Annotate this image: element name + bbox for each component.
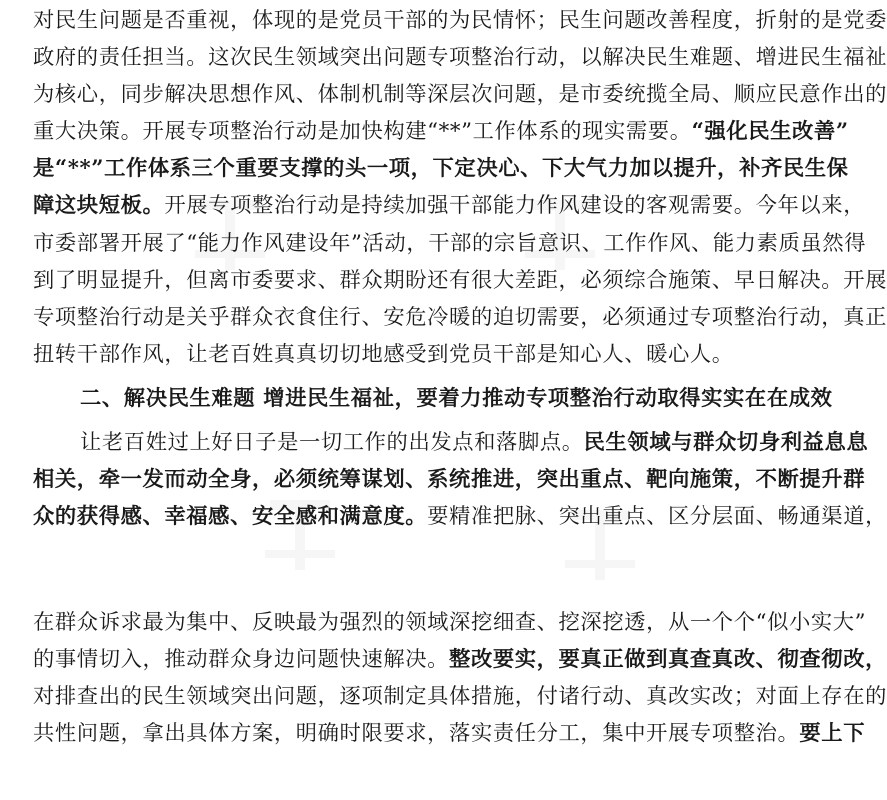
text-line: 市委部署开展了“能力作风建设年”活动，干部的宗旨意识、工作作风、能力素质虽然得 [33, 231, 867, 256]
text-line: 在群众诉求最为集中、反映最为强烈的领域深挖细查、挖深挖透，从一个个“似小实大” [33, 610, 867, 635]
text-line: 对排查出的民生领域突出问题，逐项制定具体措施，付诸行动、真改实改；对面上存在的 [33, 684, 887, 709]
bold-text-line: 是“**”工作体系三个重要支撑的头一项，下定决心、下大气力加以提升，补齐民生保 [33, 156, 849, 181]
bold-text: 要上下 [799, 721, 866, 746]
text-line: 众的获得感、幸福感、安全感和满意度。要精准把脉、突出重点、区分层面、畅通渠道， [33, 504, 887, 529]
text-line: 重大决策。开展专项整治行动是加快构建“**”工作体系的现实需要。“强化民生改善” [33, 119, 849, 144]
text-line: 让老百姓过上好日子是一切工作的出发点和落脚点。民生领域与群众切身利益息息 [80, 430, 869, 455]
text-line: 共性问题，拿出具体方案，明确时限要求，落实责任分工，集中开展专项整治。要上下 [33, 721, 866, 746]
section-heading: 二、解决民生难题 增进民生福祉，要着力推动专项整治行动取得实实在在成效 [80, 386, 833, 411]
bold-text: 整改要实，要真正做到真查真改、彻查彻改， [449, 647, 887, 672]
text-line: 为核心，同步解决思想作风、体制机制等深层次问题，是市委统揽全局、顺应民意作出的 [33, 82, 887, 107]
bold-text-line: 相关，牵一发而动全身，必须统筹谋划、系统推进，突出重点、靶向施策，不断提升群 [33, 467, 866, 492]
text-line: 到了明显提升，但离市委要求、群众期盼还有很大差距，必须综合施策、早日解决。开展 [33, 268, 887, 293]
text-line: 的事情切入，推动群众身边问题快速解决。整改要实，要真正做到真查真改、彻查彻改， [33, 647, 887, 672]
text-line: 扭转干部作风，让老百姓真真切切地感受到党员干部是知心人、暖心人。 [33, 342, 734, 367]
bold-text: 民生领域与群众切身利益息息 [583, 430, 869, 455]
text-line: 专项整治行动是关乎群众衣食住行、安危冷暖的迫切需要，必须通过专项整治行动，真正 [33, 305, 887, 330]
text-line: 障这块短板。开展专项整治行动是持续加强干部能力作风建设的客观需要。今年以来， [33, 193, 866, 218]
bold-text: 障这块短板。 [33, 193, 165, 218]
text-line: 对民生问题是否重视，体现的是党员干部的为民情怀；民生问题改善程度，折射的是党委 [33, 8, 887, 33]
text-line: 政府的责任担当。这次民生领域突出问题专项整治行动，以解决民生难题、增进民生福祉 [33, 45, 887, 70]
bold-text: 众的获得感、幸福感、安全感和满意度。 [33, 504, 428, 529]
bold-text: “强化民生改善” [691, 119, 849, 144]
